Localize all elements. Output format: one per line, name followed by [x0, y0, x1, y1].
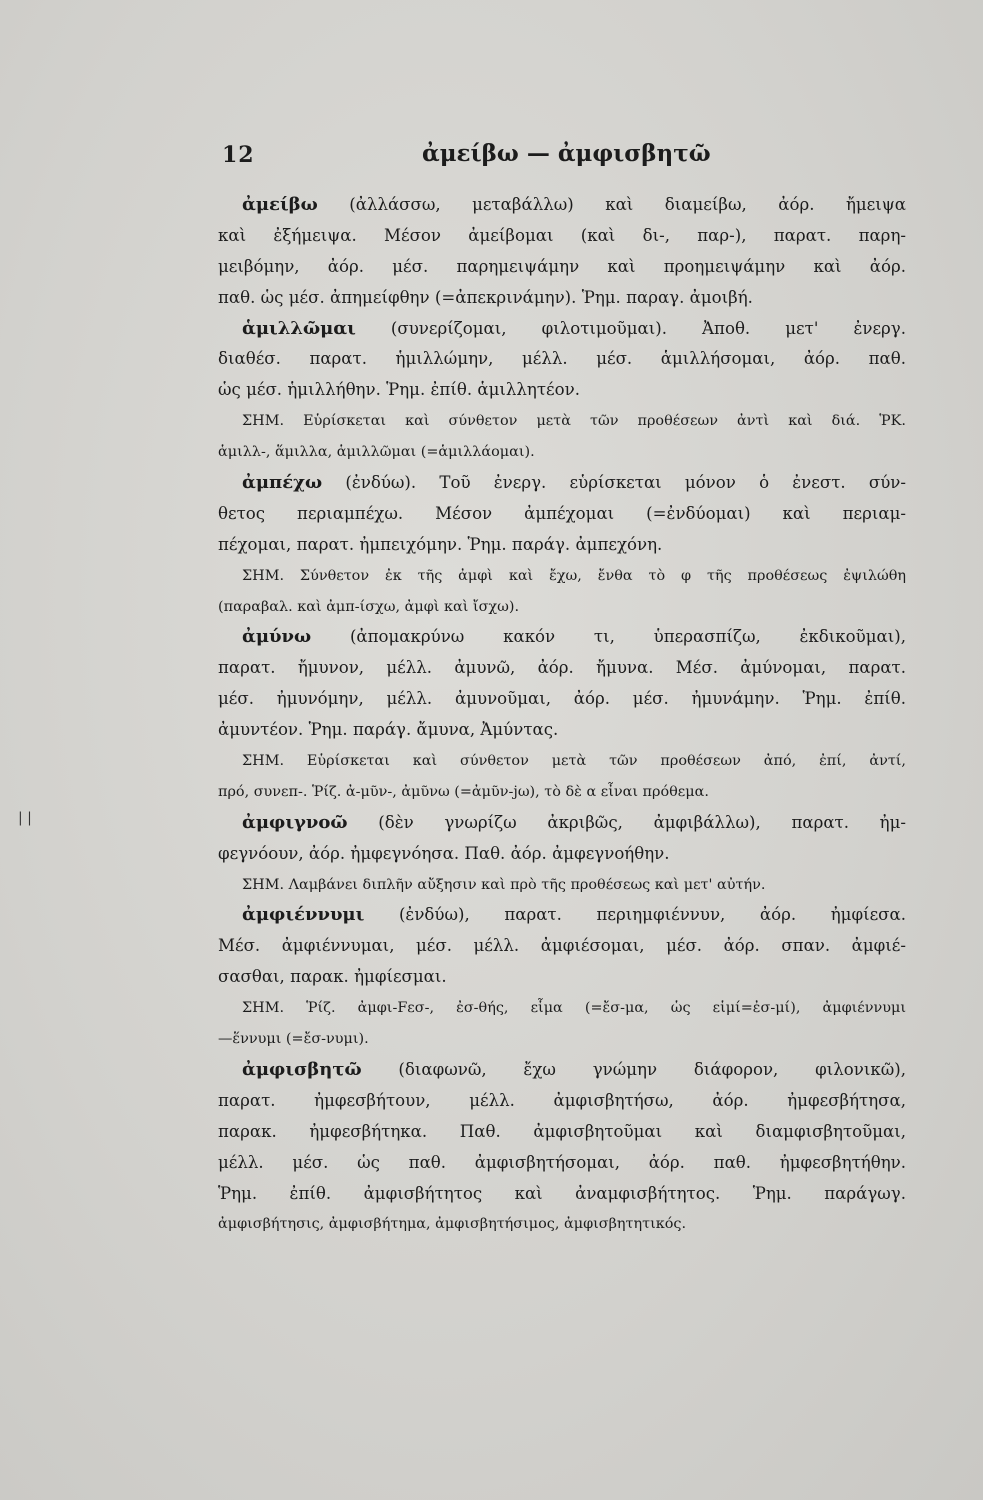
definition-text: (διαφωνῶ, ἔχω γνώμην διάφορον, φιλονικῶ), [398, 1059, 906, 1079]
entry-amillomai [218, 314, 906, 468]
entry-line [218, 468, 906, 499]
entry-line: παρατ. ἤμυνον, μέλλ. ἀμυνῶ, ἀόρ. ἤμυνα. Μέσ. ἀμύνομαι, παρατ. [218, 658, 906, 678]
entry-line: μέλλ. μέσ. ὡς παθ. ἀμφισβητήσομαι, ἀόρ. παθ. ἠμφεσβητήθην. [218, 1152, 906, 1172]
running-head: ἀμείβω — ἀμφισβητῶ [422, 140, 711, 167]
entry-line: μειβόμην, ἀόρ. μέσ. παρημειψάμην καὶ προημειψάμην καὶ ἀόρ. [218, 256, 906, 276]
entry-line [218, 1055, 906, 1086]
entry-line [218, 622, 906, 653]
definition-text: (συνερίζομαι, φιλοτιμοῦμαι). Ἀποθ. μετ' ἐνεργ. [390, 318, 906, 338]
entry-line: πέχομαι, παρατ. ἠμπειχόμην. Ῥημ. παράγ. ἀμπεχόνη. [218, 534, 663, 554]
entry-line: παρακ. ἠμφεσβήτηκα. Παθ. ἀμφισβητοῦμαι καὶ διαμφισβητοῦμαι, [218, 1121, 906, 1141]
entry-line: παθ. ὡς μέσ. ἀπημείφθην (=ἀπεκρινάμην). Ῥημ. παραγ. ἀμοιβή. [218, 287, 753, 307]
entry-ampecho [218, 468, 906, 622]
lemma: ἁμιλλῶμαι [242, 317, 356, 339]
entry-line [218, 808, 906, 839]
definition-text: (ἀλλάσσω, μεταβάλλω) καὶ διαμείβω, ἀόρ. ἤμειψα [349, 195, 906, 214]
entry-line: θετος περιαμπέχω. Μέσον ἀμπέχομαι (=ἐνδύομαι) καὶ περιαμ- [218, 503, 906, 523]
entry-amphiennymi [218, 900, 906, 1054]
definition-text: (ἀπομακρύνω κακόν τι, ὑπερασπίζω, ἐκδικοῦμαι), [349, 627, 906, 647]
entry-line [218, 190, 906, 221]
entry-line: Ῥημ. ἐπίθ. ἀμφισβήτητος καὶ ἀναμφισβήτητος. Ῥημ. παράγωγ. [218, 1183, 906, 1203]
note-line: ΣΗΜ. Εὑρίσκεται καὶ σύνθετον μετὰ τῶν προθέσεων ἀντὶ καὶ διά. ῬΚ. [242, 413, 906, 430]
lemma: ἀμπέχω [242, 472, 323, 494]
note-line: (παραβαλ. καὶ ἀμπ-ίσχω, ἀμφὶ καὶ ἴσχω). [218, 598, 520, 615]
margin-mark: | | [18, 810, 32, 826]
entry-line: καὶ ἐξήμειψα. Μέσον ἀμείβομαι (καὶ δι-, παρ-), παρατ. παρη- [218, 225, 906, 245]
entry-line: ὡς μέσ. ἡμιλλήθην. Ῥημ. ἐπίθ. ἁμιλλητέον. [218, 380, 580, 400]
entry-line [218, 314, 906, 345]
note-line: ΣΗΜ. Ῥίζ. ἀμφι-Fεσ-, ἐσ-θής, εἷμα (=ἔσ-μα, ὡς εἱμί=ἐσ-μί), ἀμφιέννυμι [242, 1000, 906, 1017]
note-line: ἁμιλλ-, ἅμιλλα, ἁμιλλῶμαι (=ἁμιλλάομαι). [218, 444, 535, 461]
entry-line: Μέσ. ἀμφιέννυμαι, μέσ. μέλλ. ἀμφιέσομαι, μέσ. ἀόρ. σπαν. ἀμφιέ- [218, 936, 906, 956]
definition-text: (ἐνδύω). Τοῦ ἐνεργ. εὑρίσκεται μόνον ὁ ἐνεστ. σύν- [345, 473, 906, 493]
page-header [222, 142, 722, 172]
lemma: ἀμείβω [242, 194, 318, 215]
definition-text: (δὲν γνωρίζω ἀκριβῶς, ἀμφιβάλλω), παρατ. ἠμ- [378, 812, 906, 832]
entry-line: σασθαι, παρακ. ἠμφίεσμαι. [218, 967, 447, 987]
entry-amyno [218, 622, 906, 807]
note-line: ΣΗΜ. Σύνθετον ἐκ τῆς ἀμφὶ καὶ ἔχω, ἔνθα τὸ φ τῆς προθέσεως ἐψιλώθη [242, 567, 906, 584]
entry-line: διαθέσ. παρατ. ἡμιλλώμην, μέλλ. μέσ. ἁμιλλήσομαι, ἀόρ. παθ. [218, 349, 906, 369]
note-line: ΣΗΜ. Λαμβάνει διπλῆν αὔξησιν καὶ πρὸ τῆς προθέσεως καὶ μετ' αὐτήν. [242, 876, 766, 893]
entry-line [218, 900, 906, 931]
lemma: ἀμφιέννυμι [242, 904, 365, 926]
entry-line: παρατ. ἠμφεσβήτουν, μέλλ. ἀμφισβητήσω, ἀόρ. ἠμφεσβήτησα, [218, 1090, 906, 1110]
lemma: ἀμύνω [242, 626, 312, 648]
entry-ameibo [218, 190, 906, 314]
entry-line: φεγνόουν, ἀόρ. ἠμφεγνόησα. Παθ. ἀόρ. ἀμφεγνοήθην. [218, 843, 670, 863]
note-line: —ἕννυμι (=ἔσ-νυμι). [218, 1031, 369, 1048]
lemma: ἀμφισβητῶ [242, 1058, 362, 1080]
entry-line: ἀμυντέον. Ῥημ. παράγ. ἄμυνα, Ἀμύντας. [218, 720, 559, 740]
entry-line: μέσ. ἠμυνόμην, μέλλ. ἀμυνοῦμαι, ἀόρ. μέσ. ἠμυνάμην. Ῥημ. ἐπίθ. [218, 689, 906, 709]
entry-amphignoo [218, 808, 906, 901]
lemma: ἀμφιγνοῶ [242, 811, 348, 833]
entry-line: ἀμφισβήτησις, ἀμφισβήτημα, ἀμφισβητήσιμος, ἀμφισβητητικός. [218, 1216, 687, 1233]
entry-amphisbeto [218, 1055, 906, 1240]
entry-list [218, 190, 906, 1240]
page-number: 12 [222, 142, 255, 168]
note-line: ΣΗΜ. Εὑρίσκεται καὶ σύνθετον μετὰ τῶν προθέσεων ἀπό, ἐπί, ἀντί, [242, 753, 906, 770]
definition-text: (ἐνδύω), παρατ. περιημφιέννυν, ἀόρ. ἠμφίεσα. [398, 905, 906, 925]
note-line: πρό, συνεπ-. Ῥίζ. ἀ-μῦν-, ἀμῦνω (=ἀμῦν-jω), τὸ δὲ α εἶναι πρόθεμα. [218, 783, 709, 800]
